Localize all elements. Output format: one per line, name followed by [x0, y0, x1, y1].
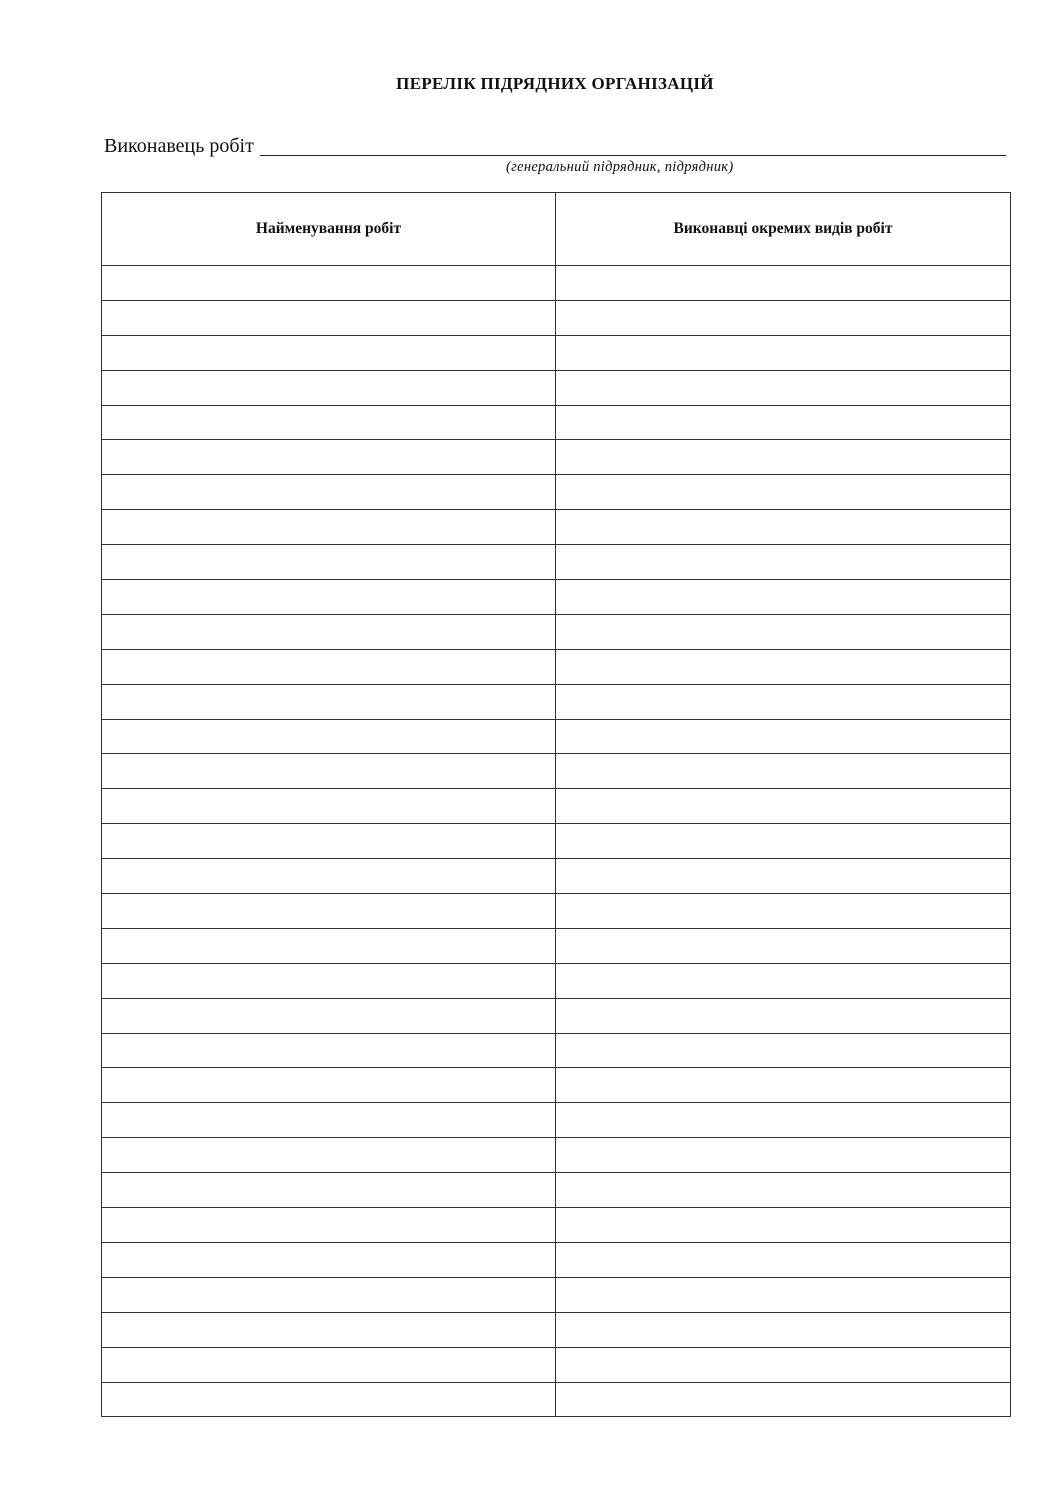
cell-work-performer[interactable] — [556, 894, 1011, 929]
cell-work-name[interactable] — [102, 1138, 556, 1173]
table-row — [102, 1312, 1011, 1347]
cell-work-performer[interactable] — [556, 1312, 1011, 1347]
cell-work-performer[interactable] — [556, 789, 1011, 824]
cell-work-name[interactable] — [102, 1103, 556, 1138]
cell-work-performer[interactable] — [556, 335, 1011, 370]
table-row — [102, 405, 1011, 440]
cell-work-name[interactable] — [102, 1208, 556, 1243]
cell-work-name[interactable] — [102, 824, 556, 859]
table-row — [102, 894, 1011, 929]
cell-work-performer[interactable] — [556, 1033, 1011, 1068]
cell-work-name[interactable] — [102, 266, 556, 301]
performer-hint: (генеральний підрядник, підрядник) — [506, 159, 734, 175]
table-row — [102, 1138, 1011, 1173]
header-work-performers: Виконавці окремих видів робіт — [556, 193, 1011, 266]
cell-work-performer[interactable] — [556, 1382, 1011, 1417]
cell-work-performer[interactable] — [556, 614, 1011, 649]
table-row — [102, 998, 1011, 1033]
table-body — [102, 266, 1011, 1417]
cell-work-performer[interactable] — [556, 300, 1011, 335]
table-row — [102, 719, 1011, 754]
cell-work-name[interactable] — [102, 614, 556, 649]
table-row — [102, 370, 1011, 405]
cell-work-performer[interactable] — [556, 684, 1011, 719]
table-row — [102, 1103, 1011, 1138]
table-row — [102, 1068, 1011, 1103]
header-work-name: Найменування робіт — [102, 193, 556, 266]
cell-work-performer[interactable] — [556, 580, 1011, 615]
cell-work-performer[interactable] — [556, 1208, 1011, 1243]
cell-work-name[interactable] — [102, 510, 556, 545]
table-row — [102, 824, 1011, 859]
cell-work-performer[interactable] — [556, 475, 1011, 510]
cell-work-performer[interactable] — [556, 510, 1011, 545]
cell-work-performer[interactable] — [556, 440, 1011, 475]
cell-work-name[interactable] — [102, 440, 556, 475]
cell-work-name[interactable] — [102, 405, 556, 440]
cell-work-performer[interactable] — [556, 1068, 1011, 1103]
cell-work-performer[interactable] — [556, 1242, 1011, 1277]
table-row — [102, 1277, 1011, 1312]
table-row — [102, 1242, 1011, 1277]
cell-work-performer[interactable] — [556, 824, 1011, 859]
cell-work-name[interactable] — [102, 1068, 556, 1103]
cell-work-name[interactable] — [102, 894, 556, 929]
cell-work-performer[interactable] — [556, 859, 1011, 894]
cell-work-name[interactable] — [102, 1347, 556, 1382]
table-row — [102, 963, 1011, 998]
table-row — [102, 684, 1011, 719]
cell-work-name[interactable] — [102, 545, 556, 580]
cell-work-performer[interactable] — [556, 545, 1011, 580]
page-title: ПЕРЕЛІК ПІДРЯДНИХ ОРГАНІЗАЦІЙ — [396, 74, 714, 93]
cell-work-performer[interactable] — [556, 1138, 1011, 1173]
cell-work-name[interactable] — [102, 580, 556, 615]
cell-work-name[interactable] — [102, 1312, 556, 1347]
table-row — [102, 300, 1011, 335]
cell-work-performer[interactable] — [556, 998, 1011, 1033]
cell-work-performer[interactable] — [556, 370, 1011, 405]
cell-work-performer[interactable] — [556, 266, 1011, 301]
table-row — [102, 928, 1011, 963]
performer-row — [104, 132, 1006, 158]
cell-work-name[interactable] — [102, 859, 556, 894]
table-row — [102, 440, 1011, 475]
table-row — [102, 614, 1011, 649]
cell-work-name[interactable] — [102, 335, 556, 370]
cell-work-name[interactable] — [102, 649, 556, 684]
cell-work-name[interactable] — [102, 684, 556, 719]
cell-work-name[interactable] — [102, 963, 556, 998]
table-row — [102, 266, 1011, 301]
cell-work-performer[interactable] — [556, 1347, 1011, 1382]
cell-work-name[interactable] — [102, 1242, 556, 1277]
cell-work-name[interactable] — [102, 1277, 556, 1312]
cell-work-performer[interactable] — [556, 405, 1011, 440]
cell-work-performer[interactable] — [556, 1103, 1011, 1138]
cell-work-name[interactable] — [102, 1033, 556, 1068]
table-row — [102, 1173, 1011, 1208]
table-row — [102, 580, 1011, 615]
table-row — [102, 1033, 1011, 1068]
table-row — [102, 1347, 1011, 1382]
cell-work-performer[interactable] — [556, 719, 1011, 754]
cell-work-performer[interactable] — [556, 1173, 1011, 1208]
cell-work-name[interactable] — [102, 998, 556, 1033]
cell-work-performer[interactable] — [556, 928, 1011, 963]
cell-work-performer[interactable] — [556, 649, 1011, 684]
table-row — [102, 754, 1011, 789]
cell-work-name[interactable] — [102, 1382, 556, 1417]
table-row — [102, 859, 1011, 894]
table-row — [102, 545, 1011, 580]
table-row — [102, 510, 1011, 545]
cell-work-performer[interactable] — [556, 963, 1011, 998]
table-row — [102, 649, 1011, 684]
table-row — [102, 789, 1011, 824]
table-header-row — [102, 193, 1011, 266]
cell-work-name[interactable] — [102, 928, 556, 963]
table-row — [102, 1382, 1011, 1417]
cell-work-name[interactable] — [102, 789, 556, 824]
performer-label: Виконавець робіт — [104, 135, 254, 157]
cell-work-name[interactable] — [102, 754, 556, 789]
cell-work-performer[interactable] — [556, 1277, 1011, 1312]
subcontractor-table — [101, 192, 1011, 1417]
cell-work-name[interactable] — [102, 370, 556, 405]
cell-work-performer[interactable] — [556, 754, 1011, 789]
cell-work-name[interactable] — [102, 300, 556, 335]
cell-work-name[interactable] — [102, 719, 556, 754]
performer-field[interactable] — [260, 133, 1006, 156]
table-row — [102, 335, 1011, 370]
cell-work-name[interactable] — [102, 475, 556, 510]
table-row — [102, 1208, 1011, 1243]
cell-work-name[interactable] — [102, 1173, 556, 1208]
table-row — [102, 475, 1011, 510]
